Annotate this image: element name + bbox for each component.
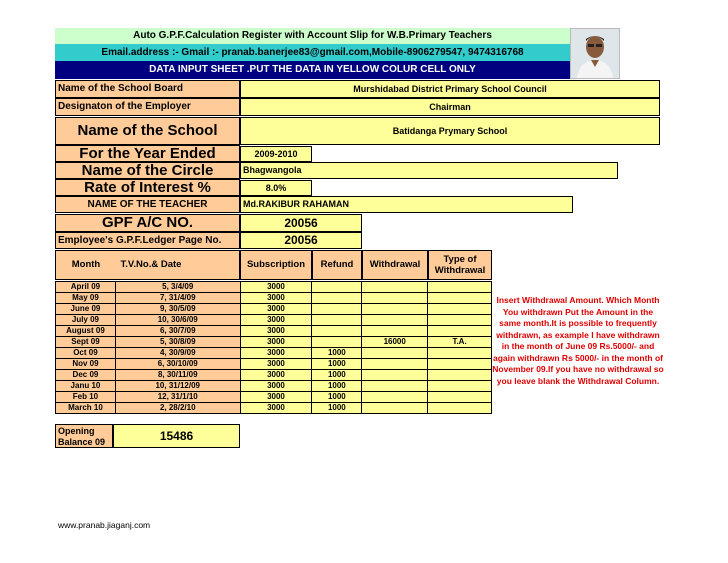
- refund-cell[interactable]: [312, 326, 362, 337]
- tv-cell: 10, 31/12/09: [115, 381, 240, 392]
- circle-label: Name of the Circle: [55, 162, 240, 179]
- withdrawal-header: Withdrawal: [362, 250, 428, 280]
- table-row: [56, 359, 492, 370]
- tv-cell: 8, 30/11/09: [115, 370, 240, 381]
- ledger-value[interactable]: 20056: [240, 232, 362, 249]
- type-cell[interactable]: [428, 359, 492, 370]
- subscription-cell[interactable]: 3000: [240, 315, 312, 326]
- footer-website[interactable]: www.pranab.jiaganj.com: [58, 520, 151, 530]
- teacher-value[interactable]: Md.RAKIBUR RAHAMAN: [240, 196, 573, 213]
- designation-value[interactable]: Chairman: [240, 98, 660, 116]
- school-label: Name of the School: [55, 117, 240, 145]
- sheet-title: Auto G.P.F.Calculation Register with Account Slip for W.B.Primary Teachers: [55, 28, 570, 44]
- table-row: [56, 293, 492, 304]
- withdrawal-cell[interactable]: [362, 392, 428, 403]
- withdrawal-cell[interactable]: [362, 381, 428, 392]
- type-cell[interactable]: [428, 304, 492, 315]
- type-cell[interactable]: T.A.: [428, 337, 492, 348]
- tv-cell: 12, 31/1/10: [115, 392, 240, 403]
- table-row: [56, 392, 492, 403]
- withdrawal-cell[interactable]: [362, 282, 428, 293]
- type-header: Type of Withdrawal: [428, 250, 492, 280]
- month-tv-header: [55, 250, 240, 280]
- subscription-cell[interactable]: 3000: [240, 381, 312, 392]
- tv-header: T.V.No.& Date: [120, 259, 182, 270]
- gpf-entries-table: [55, 281, 492, 414]
- subscription-cell[interactable]: 3000: [240, 282, 312, 293]
- month-cell: March 10: [56, 403, 116, 414]
- refund-cell[interactable]: [312, 315, 362, 326]
- withdrawal-cell[interactable]: [362, 370, 428, 381]
- month-cell: April 09: [56, 282, 116, 293]
- subscription-cell[interactable]: 3000: [240, 293, 312, 304]
- table-row: [56, 348, 492, 359]
- withdrawal-cell[interactable]: [362, 315, 428, 326]
- ledger-label: Employee's G.P.F.Ledger Page No.: [55, 232, 240, 249]
- table-row: [56, 381, 492, 392]
- type-cell[interactable]: [428, 381, 492, 392]
- subscription-cell[interactable]: 3000: [240, 392, 312, 403]
- person-photo-icon: [571, 29, 619, 78]
- withdrawal-cell[interactable]: [362, 326, 428, 337]
- withdrawal-cell[interactable]: [362, 348, 428, 359]
- type-cell[interactable]: [428, 282, 492, 293]
- month-header: Month: [71, 259, 101, 270]
- subscription-cell[interactable]: 3000: [240, 304, 312, 315]
- table-row: [56, 326, 492, 337]
- month-cell: Nov 09: [56, 359, 116, 370]
- gpf-value[interactable]: 20056: [240, 214, 362, 232]
- designation-label: Designaton of the Employer: [55, 98, 240, 116]
- gpf-label: GPF A/C NO.: [55, 214, 240, 232]
- withdrawal-cell[interactable]: [362, 359, 428, 370]
- subscription-cell[interactable]: 3000: [240, 326, 312, 337]
- month-cell: Feb 10: [56, 392, 116, 403]
- refund-header: Refund: [312, 250, 362, 280]
- board-value[interactable]: Murshidabad District Primary School Council: [240, 80, 660, 98]
- tv-cell: 6, 30/10/09: [115, 359, 240, 370]
- month-cell: Janu 10: [56, 381, 116, 392]
- withdrawal-cell[interactable]: [362, 304, 428, 315]
- tv-cell: 4, 30/9/09: [115, 348, 240, 359]
- subscription-cell[interactable]: 3000: [240, 348, 312, 359]
- refund-cell[interactable]: 1000: [312, 370, 362, 381]
- refund-cell[interactable]: [312, 293, 362, 304]
- subscription-cell[interactable]: 3000: [240, 370, 312, 381]
- tv-cell: 5, 3/4/09: [115, 282, 240, 293]
- month-cell: July 09: [56, 315, 116, 326]
- table-row: [56, 337, 492, 348]
- subscription-cell[interactable]: 3000: [240, 403, 312, 414]
- withdrawal-cell[interactable]: [362, 403, 428, 414]
- instruction-banner: DATA INPUT SHEET .PUT THE DATA IN YELLOW COLUR CELL ONLY: [55, 61, 570, 79]
- circle-value[interactable]: Bhagwangola: [240, 162, 618, 179]
- opening-balance-value[interactable]: 15486: [113, 424, 240, 448]
- rate-value[interactable]: 8.0%: [240, 180, 312, 196]
- type-cell[interactable]: [428, 326, 492, 337]
- withdrawal-instruction-note: Insert Withdrawal Amount. Which Month You withdrawn Put the Amount in the same month.It is possible to frequently withdrawn, as example I have withdrawn in the month of June 09 Rs.5000/- and again withdrawn Rs 5000/- in the month of November 09.If you have no withdrawal so you leave blank the Withdrawal Column.: [492, 295, 664, 386]
- month-cell: June 09: [56, 304, 116, 315]
- refund-cell[interactable]: [312, 304, 362, 315]
- teacher-photo: [570, 28, 620, 79]
- table-row: [56, 370, 492, 381]
- school-value[interactable]: Batidanga Prymary School: [240, 117, 660, 145]
- type-cell[interactable]: [428, 403, 492, 414]
- table-row: [56, 304, 492, 315]
- refund-cell[interactable]: 1000: [312, 348, 362, 359]
- refund-cell[interactable]: 1000: [312, 392, 362, 403]
- table-row: [56, 403, 492, 414]
- withdrawal-cell[interactable]: [362, 293, 428, 304]
- month-cell: Sept 09: [56, 337, 116, 348]
- rate-label: Rate of Interest %: [55, 179, 240, 196]
- tv-cell: 9, 30/5/09: [115, 304, 240, 315]
- type-cell[interactable]: [428, 348, 492, 359]
- board-label: Name of the School Board: [55, 80, 240, 98]
- type-cell[interactable]: [428, 392, 492, 403]
- contact-info: Email.address :- Gmail :- pranab.banerjee83@gmail.com,Mobile-8906279547, 9474316768: [55, 44, 570, 61]
- tv-cell: 10, 30/6/09: [115, 315, 240, 326]
- subscription-cell[interactable]: 3000: [240, 359, 312, 370]
- refund-cell[interactable]: [312, 282, 362, 293]
- refund-cell[interactable]: 1000: [312, 403, 362, 414]
- opening-balance-label: Opening Balance 09: [55, 424, 113, 448]
- tv-cell: 6, 30/7/09: [115, 326, 240, 337]
- teacher-label: NAME OF THE TEACHER: [55, 196, 240, 213]
- year-value[interactable]: 2009-2010: [240, 146, 312, 162]
- subscription-cell[interactable]: 3000: [240, 337, 312, 348]
- month-cell: May 09: [56, 293, 116, 304]
- table-row: [56, 282, 492, 293]
- type-cell[interactable]: [428, 370, 492, 381]
- type-cell[interactable]: [428, 293, 492, 304]
- month-cell: Oct 09: [56, 348, 116, 359]
- refund-cell[interactable]: 1000: [312, 359, 362, 370]
- tv-cell: 2, 28/2/10: [115, 403, 240, 414]
- month-cell: Dec 09: [56, 370, 116, 381]
- table-row: [56, 315, 492, 326]
- refund-cell[interactable]: [312, 337, 362, 348]
- tv-cell: 7, 31/4/09: [115, 293, 240, 304]
- month-cell: August 09: [56, 326, 116, 337]
- withdrawal-cell[interactable]: 16000: [362, 337, 428, 348]
- type-cell[interactable]: [428, 315, 492, 326]
- subscription-header: Subscription: [240, 250, 312, 280]
- tv-cell: 5, 30/8/09: [115, 337, 240, 348]
- year-label: For the Year Ended: [55, 145, 240, 162]
- refund-cell[interactable]: 1000: [312, 381, 362, 392]
